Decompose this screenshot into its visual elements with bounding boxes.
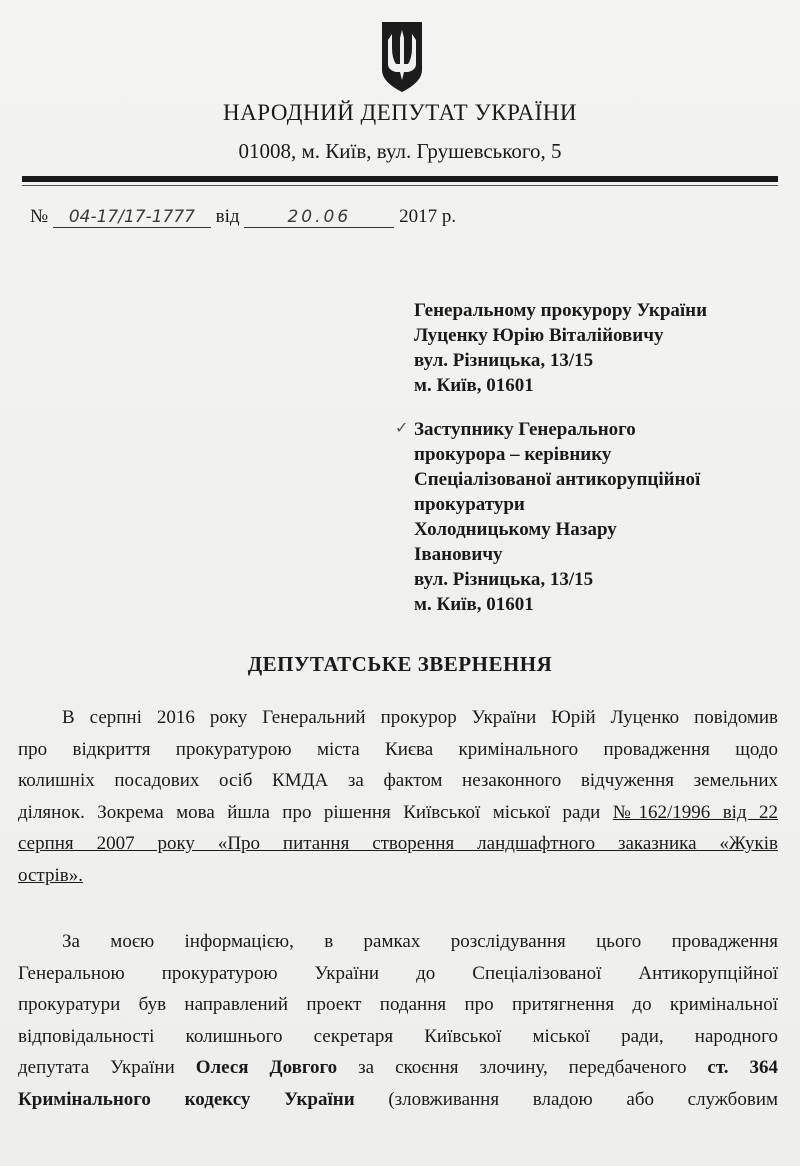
letterhead-address: 01008, м. Київ, вул. Грушевського, 5: [238, 139, 562, 163]
paragraph-line: [18, 1052, 778, 1084]
trident-emblem-icon: [378, 18, 426, 94]
paragraph-line: прокуратури був направлений проект подання про притягнення до кримінальної: [18, 994, 778, 1015]
recipient-line: Спеціалізованої антикорупційної: [414, 469, 701, 490]
decision-reference: №162/1996 від 22: [612, 801, 779, 823]
registration-date: 20.06: [244, 207, 394, 228]
registration-line: [30, 206, 456, 228]
recipient-line: прокурора – керівнику: [414, 444, 612, 465]
recipient-block-prosecutor-general: [414, 298, 784, 398]
paragraph-line: про відкриття прокуратурою міста Києва кримінального провадження щодо: [18, 738, 778, 760]
recipient-line: Заступнику Генерального: [414, 419, 636, 440]
recipient-line: м. Київ, 01601: [414, 375, 534, 396]
paragraph-line: колишніх посадових осіб КМДА за фактом незаконного відчуження земельних: [18, 770, 778, 791]
body-paragraph-1: [18, 702, 778, 891]
paragraph-line: відповідальності колишнього секретаря Київської міської ради, народного: [18, 1025, 778, 1047]
criminal-code-reference: Кримінального кодексу України: [18, 1088, 355, 1110]
check-mark-icon: ✓: [395, 420, 409, 437]
registration-number: 04-17/17-1777: [53, 207, 211, 228]
paragraph-text: депутата України: [18, 1057, 196, 1078]
registration-year: 2017 р.: [399, 206, 457, 227]
paragraph-line: [18, 1084, 778, 1116]
paragraph-line: Генеральною прокуратурою України до Спеціалізованої Антикорупційної: [18, 962, 778, 984]
recipient-line: прокуратури: [414, 494, 525, 515]
person-name: Олеся Довгого: [195, 1057, 338, 1078]
paragraph-line: серпня 2007 року «Про питання створення ландшафтного заказника «Жуків: [18, 833, 778, 854]
paragraph-line: острів».: [18, 864, 83, 886]
number-label: №: [30, 206, 49, 227]
body-paragraph-2: [18, 926, 778, 1115]
paragraph-line: В серпні 2016 року Генеральний прокурор України Юрій Луценко повідомив: [62, 707, 778, 728]
paragraph-text: ділянок. Зокрема мова йшла про рішення Київської міської ради: [18, 801, 613, 823]
from-label: від: [215, 206, 240, 227]
paragraph-line: [18, 797, 778, 829]
recipient-line: Холодницькому Назару: [414, 519, 617, 540]
paragraph-text: за скоєння злочину, передбаченого: [337, 1057, 708, 1078]
paragraph-line: За моєю інформацією, в рамках розслідування цього провадження: [62, 931, 778, 952]
recipient-line: Івановичу: [414, 544, 503, 565]
recipient-line: Генеральному прокурору України: [414, 300, 708, 321]
document-heading: ДЕПУТАТСЬКЕ ЗВЕРНЕННЯ: [247, 652, 553, 676]
recipient-block-deputy-prosecutor: [414, 417, 784, 617]
article-reference: ст. 364: [707, 1057, 778, 1078]
letterhead-title: НАРОДНИЙ ДЕПУТАТ УКРАЇНИ: [223, 100, 577, 125]
letterhead-divider-thin: [22, 185, 778, 186]
recipient-line: вул. Різницька, 13/15: [414, 569, 594, 590]
recipient-line: Луценку Юрію Віталійовичу: [414, 325, 664, 346]
letterhead-divider: [22, 176, 778, 182]
recipient-line: м. Київ, 01601: [414, 594, 534, 615]
recipient-line: вул. Різницька, 13/15: [414, 350, 594, 371]
paragraph-text: (зловживання владою або службовим: [354, 1088, 779, 1110]
